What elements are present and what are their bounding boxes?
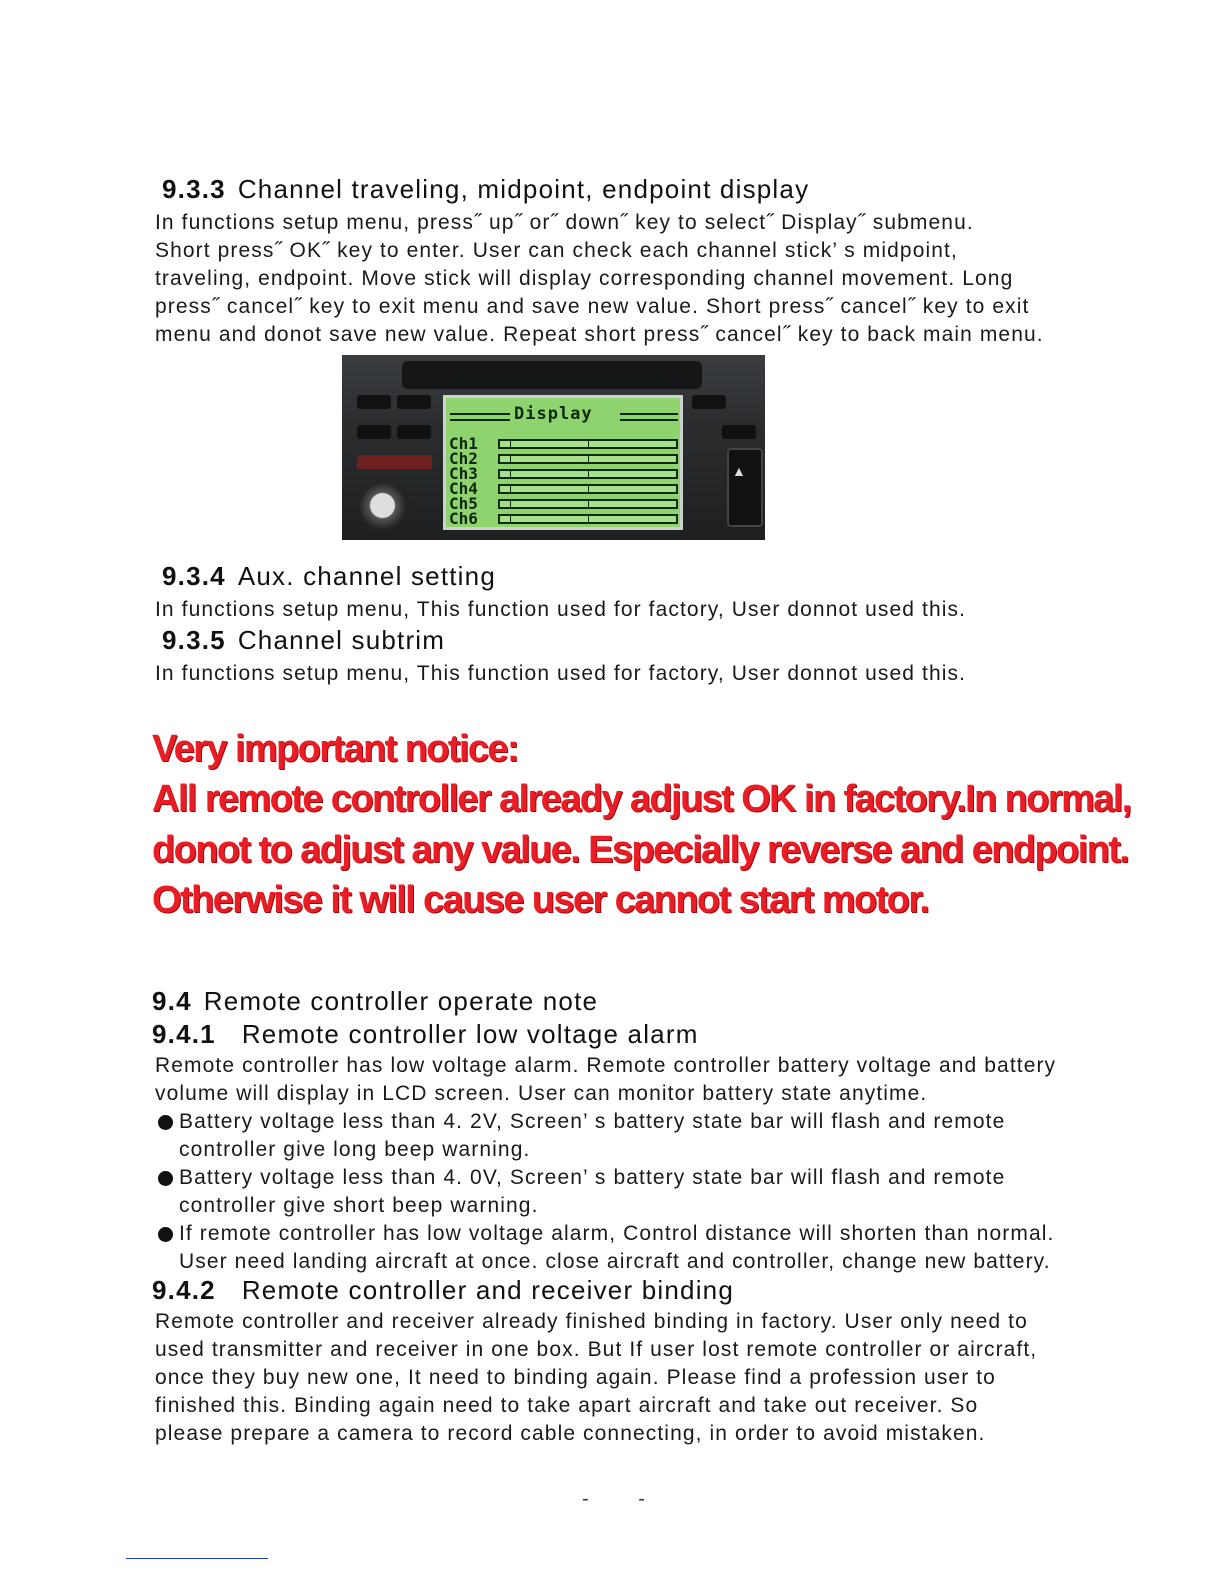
photo-knob bbox=[360, 483, 410, 533]
bullet-dot-icon bbox=[158, 1115, 173, 1130]
text-line: used transmitter and receiver in one box. But If user lost remote controller or aircraft, bbox=[155, 1338, 1038, 1361]
section-heading-9-4 bbox=[152, 986, 598, 1017]
text-line: In functions setup menu, This function used for factory, User donnot used this. bbox=[155, 662, 967, 685]
lcd-title-row bbox=[450, 404, 678, 424]
section-number: 9.4.2 bbox=[152, 1275, 216, 1305]
text-line: In functions setup menu, This function used for factory, User donnot used this. bbox=[155, 598, 967, 621]
text-line: press˝ cancel˝ key to exit menu and save new value. Short press˝ cancel˝ key to exit bbox=[155, 295, 1030, 318]
section-number: 9.3.3 bbox=[162, 174, 226, 204]
photo-toggle-switch bbox=[727, 448, 763, 527]
photo-button bbox=[722, 425, 756, 439]
section-heading-9-3-5 bbox=[162, 625, 445, 656]
transmitter-lcd-photo bbox=[342, 355, 765, 540]
text-line: Battery voltage less than 4. 2V, Screen’ s battery state bar will flash and remote bbox=[179, 1110, 1006, 1133]
section-title: Channel subtrim bbox=[237, 625, 446, 655]
photo-button bbox=[357, 425, 391, 439]
footnote-divider bbox=[126, 1558, 268, 1559]
text-line: Remote controller and receiver already finished binding in factory. User only need to bbox=[155, 1310, 1028, 1333]
section-title: Remote controller low voltage alarm bbox=[241, 1019, 699, 1049]
section-number: 9.3.4 bbox=[162, 561, 226, 591]
lcd-channel-bar bbox=[498, 439, 678, 449]
notice-line: All remote controller already adjust OK in factory.In normal, bbox=[152, 778, 1131, 820]
paragraph-9-3-3 bbox=[155, 209, 1085, 349]
text-line: volume will display in LCD screen. User can monitor battery state anytime. bbox=[155, 1082, 928, 1105]
section-heading-9-4-1 bbox=[152, 1019, 699, 1050]
section-heading-9-3-4 bbox=[162, 561, 496, 592]
lcd-channel-label: Ch6 bbox=[449, 509, 478, 528]
text-line: controller give short beep warning. bbox=[179, 1194, 539, 1217]
lcd-channel-label: Ch4 bbox=[449, 479, 478, 498]
lcd-channel-bar bbox=[498, 484, 678, 494]
photo-button bbox=[357, 395, 391, 409]
page-number: - - bbox=[582, 1488, 667, 1510]
bullet-item bbox=[155, 1220, 1085, 1276]
notice-line: Otherwise it will cause user cannot start motor. bbox=[152, 879, 929, 921]
lcd-channel-bar bbox=[498, 454, 678, 464]
lcd-channel-label: Ch2 bbox=[449, 449, 478, 468]
lcd-channel-label: Ch1 bbox=[449, 434, 478, 453]
text-line: In functions setup menu, press˝ up˝ or˝ down˝ key to select˝ Display˝ submenu. bbox=[155, 211, 974, 234]
text-line: once they buy new one, It need to binding again. Please find a profession user to bbox=[155, 1366, 996, 1389]
photo-button bbox=[397, 425, 431, 439]
lcd-channel-label: Ch5 bbox=[449, 494, 478, 513]
section-number: 9.4.1 bbox=[152, 1019, 216, 1049]
text-line: If remote controller has low voltage alarm, Control distance will shorten than normal. bbox=[179, 1222, 1055, 1245]
paragraph-9-3-4 bbox=[155, 596, 1085, 624]
section-number: 9.3.5 bbox=[162, 625, 226, 655]
photo-button bbox=[692, 395, 726, 409]
lcd-channel-bar bbox=[498, 469, 678, 479]
text-line: please prepare a camera to record cable connecting, in order to avoid mistaken. bbox=[155, 1422, 986, 1445]
notice-heading: Very important notice: bbox=[152, 728, 518, 770]
text-line: Short press˝ OK˝ key to enter. User can check each channel stick’ s midpoint, bbox=[155, 239, 958, 262]
text-line: finished this. Binding again need to take apart aircraft and take out receiver. So bbox=[155, 1394, 979, 1417]
text-line: menu and donot save new value. Repeat short press˝ cancel˝ key to back main menu. bbox=[155, 323, 1044, 346]
lcd-channel-bar bbox=[498, 514, 678, 524]
photo-button bbox=[397, 395, 431, 409]
paragraph-9-3-5 bbox=[155, 660, 1085, 688]
up-arrow-icon: ▲ bbox=[732, 463, 746, 479]
paragraph-9-4-2 bbox=[155, 1308, 1085, 1448]
notice-line: donot to adjust any value. Especially reverse and endpoint. bbox=[152, 829, 1129, 871]
text-line: controller give long beep warning. bbox=[179, 1138, 531, 1161]
lcd-channel-label: Ch3 bbox=[449, 464, 478, 483]
lcd-channel-bar bbox=[498, 499, 678, 509]
lcd-screen bbox=[443, 395, 683, 530]
section-heading-9-3-3 bbox=[162, 174, 809, 205]
lcd-rule bbox=[620, 413, 678, 421]
text-line: User need landing aircraft at once. close aircraft and controller, change new battery. bbox=[179, 1250, 1051, 1273]
text-line: Battery voltage less than 4. 0V, Screen’ s battery state bar will flash and remote bbox=[179, 1166, 1006, 1189]
section-number: 9.4 bbox=[152, 986, 192, 1016]
photo-red-label bbox=[357, 455, 432, 469]
section-title: Remote controller operate note bbox=[203, 986, 599, 1016]
photo-bezel bbox=[402, 361, 702, 389]
section-heading-9-4-2 bbox=[152, 1275, 734, 1306]
paragraph-9-4-1 bbox=[155, 1052, 1085, 1276]
bullet-item bbox=[155, 1164, 1085, 1220]
section-title: Remote controller and receiver binding bbox=[241, 1275, 734, 1305]
lcd-rule bbox=[450, 413, 510, 421]
section-title: Aux. channel setting bbox=[237, 561, 496, 591]
text-line: Remote controller has low voltage alarm. Remote controller battery voltage and battery bbox=[155, 1054, 1057, 1077]
bullet-dot-icon bbox=[158, 1171, 173, 1186]
bullet-item bbox=[155, 1108, 1085, 1164]
lcd-title: Display bbox=[514, 404, 593, 424]
section-title: Channel traveling, midpoint, endpoint display bbox=[237, 174, 810, 204]
bullet-dot-icon bbox=[158, 1227, 173, 1242]
text-line: traveling, endpoint. Move stick will display corresponding channel movement. Long bbox=[155, 267, 1014, 290]
